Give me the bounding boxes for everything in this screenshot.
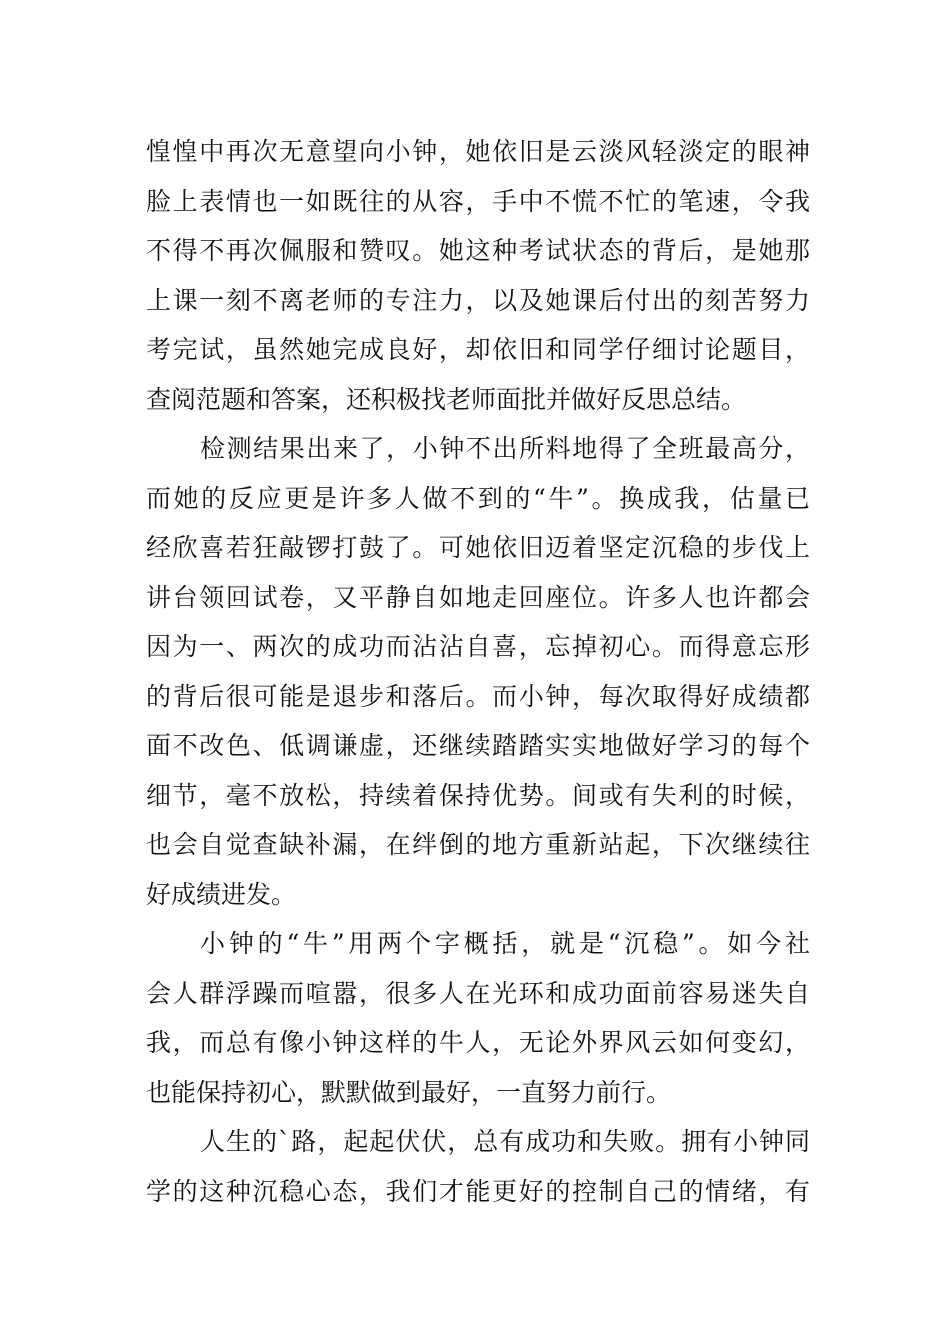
text-line: 我，而总有像小钟这样的牛人，无论外界风云如何变幻， xyxy=(146,1028,810,1057)
text-line: 上课一刻不离老师的专注力，以及她课后付出的刻苦努力 xyxy=(146,285,810,315)
text-line: 人生的`路，起起伏伏，总有成功和失败。拥有小钟同 xyxy=(200,1127,810,1156)
text-line: 惶惶中再次无意望向小钟，她依旧是云淡风轻淡定的眼神 xyxy=(146,137,810,166)
text-line: 脸上表情也一如既往的从容，手中不慌不忙的笔速，令我 xyxy=(146,186,810,216)
text-line: 的背后很可能是退步和落后。而小钟，每次取得好成绩都 xyxy=(146,681,810,711)
text-line: 不得不再次佩服和赞叹。她这种考试状态的背后，是她那 xyxy=(146,236,810,265)
text-line: 检测结果出来了，小钟不出所料地得了全班最高分， xyxy=(200,434,810,463)
text-line: 经欣喜若狂敲锣打鼓了。可她依旧迈着坚定沉稳的步伐上 xyxy=(146,533,810,562)
text-line: 小钟的“牛”用两个字概括，就是“沉稳”。如今社 xyxy=(200,929,810,958)
text-line: 会人群浮躁而喧嚣，很多人在光环和成功面前容易迷失自 xyxy=(146,978,810,1008)
text-line: 讲台领回试卷，又平静自如地走回座位。许多人也许都会 xyxy=(146,582,810,612)
text-line: 面不改色、低调谦虚，还继续踏踏实实地做好学习的每个 xyxy=(146,731,810,760)
text-line: 查阅范题和答案，还积极找老师面批并做好反思总结。 xyxy=(146,384,747,414)
text-line: 而她的反应更是许多人做不到的“牛”。换成我，估量已 xyxy=(146,483,810,513)
text-line: 也会自觉查缺补漏，在绊倒的地方重新站起，下次继续往 xyxy=(146,830,810,859)
text-line: 考完试，虽然她完成良好，却依旧和同学仔细讨论题目， xyxy=(146,335,810,364)
text-line: 也能保持初心，默默做到最好，一直努力前行。 xyxy=(146,1077,672,1107)
text-line: 好成绩进发。 xyxy=(146,879,297,909)
text-line: 因为一、两次的成功而沾沾自喜，忘掉初心。而得意忘形 xyxy=(146,632,810,661)
body-text xyxy=(146,127,810,1216)
text-line: 学的这种沉稳心态，我们才能更好的控制自己的情绪，有 xyxy=(146,1176,810,1206)
text-line: 细节，毫不放松，持续着保持优势。间或有失利的时候， xyxy=(146,780,810,810)
